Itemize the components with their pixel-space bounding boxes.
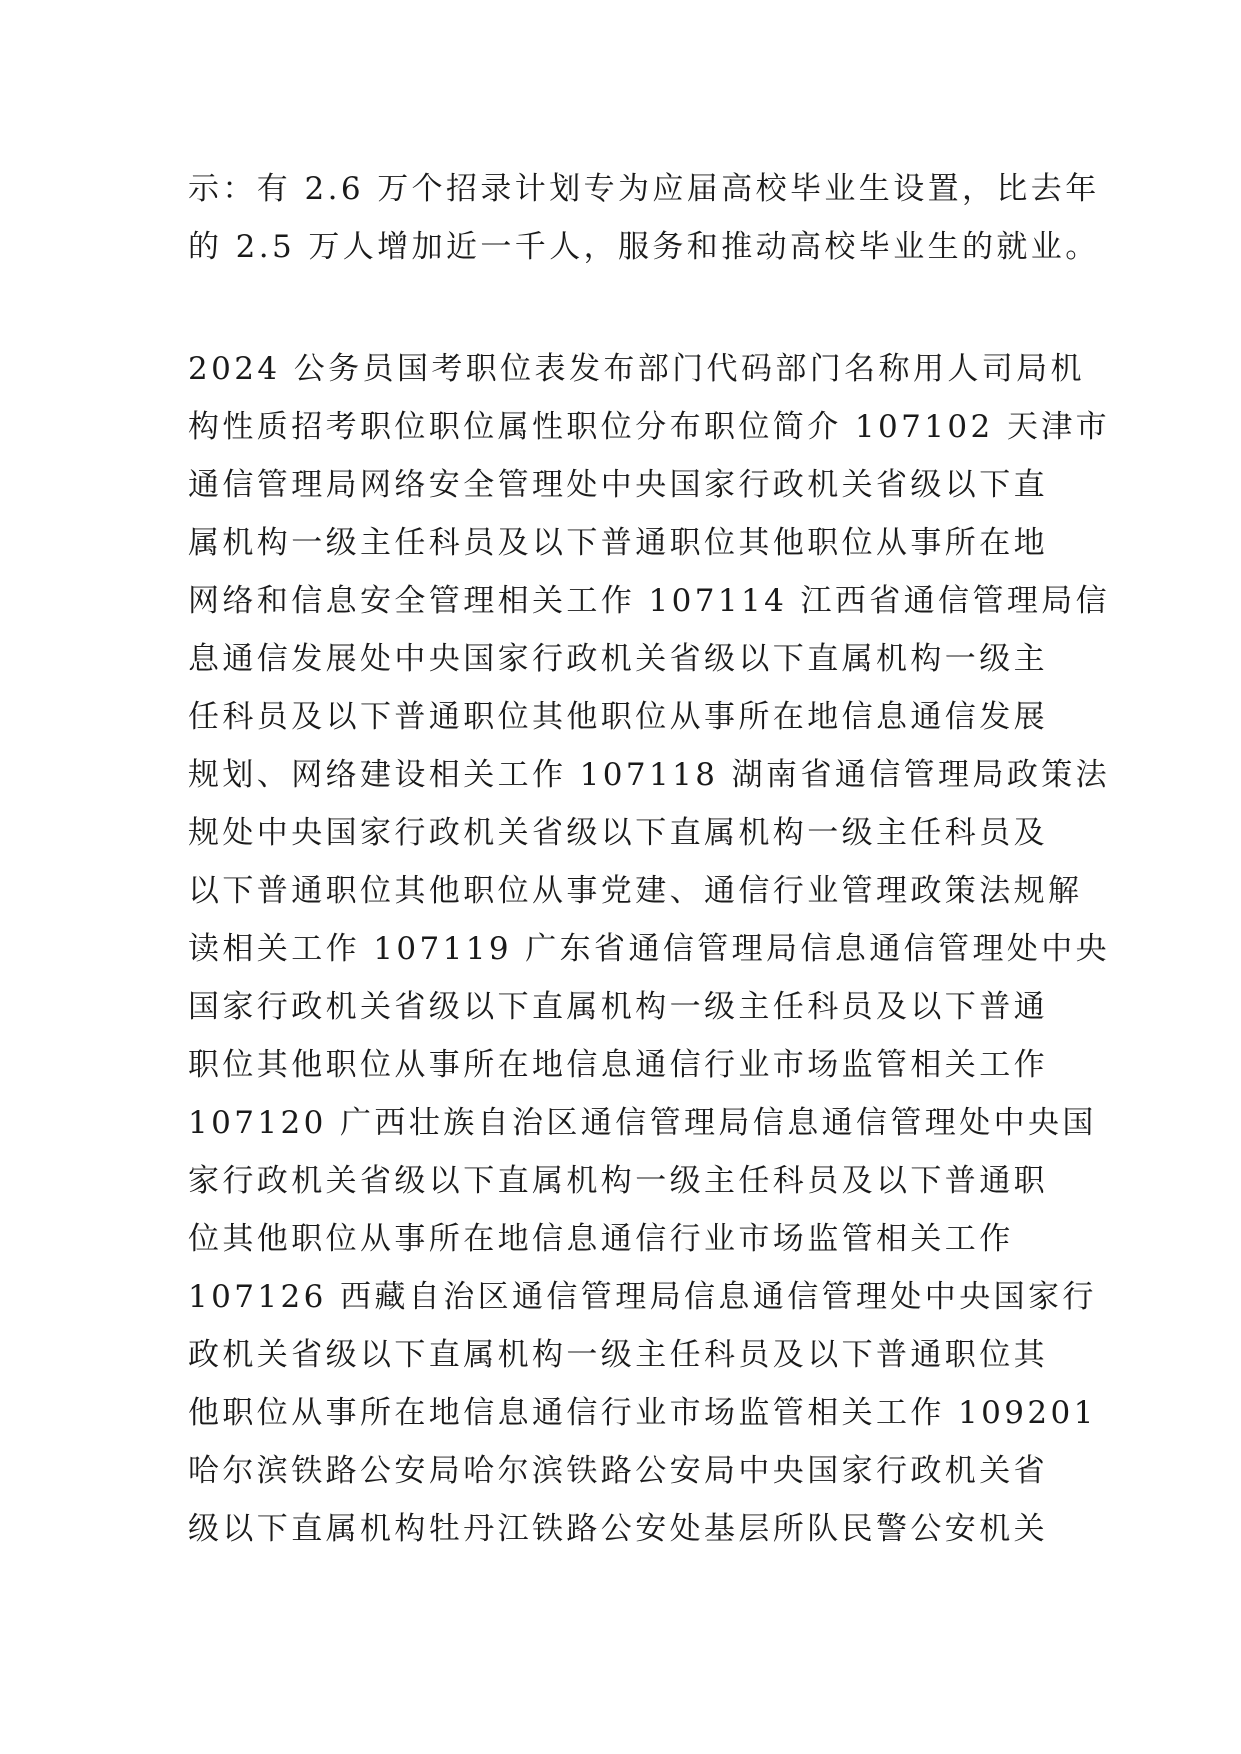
paragraph-position-list [188, 340, 1111, 1558]
text-line: 职位其他职位从事所在地信息通信行业市场监管相关工作 [188, 1047, 1048, 1083]
text-line: 他职位从事所在地信息通信行业市场监管相关工作 109201 [188, 1395, 1097, 1431]
text-line: 家行政机关省级以下直属机构一级主任科员及以下普通职 [188, 1163, 1048, 1199]
text-line: 位其他职位从事所在地信息通信行业市场监管相关工作 [188, 1221, 1014, 1257]
text-line: 任科员及以下普通职位其他职位从事所在地信息通信发展 [188, 699, 1048, 735]
text-line: 构性质招考职位职位属性职位分布职位简介 107102 天津市 [188, 409, 1111, 445]
text-line: 规处中央国家行政机关省级以下直属机构一级主任科员及 [188, 815, 1048, 851]
text-line: 读相关工作 107119 广东省通信管理局信息通信管理处中央 [188, 931, 1111, 967]
text-line: 息通信发展处中央国家行政机关省级以下直属机构一级主 [188, 641, 1048, 677]
text-line: 网络和信息安全管理相关工作 107114 江西省通信管理局信 [188, 583, 1111, 619]
text-line: 国家行政机关省级以下直属机构一级主任科员及以下普通 [188, 989, 1048, 1025]
text-line: 哈尔滨铁路公安局哈尔滨铁路公安局中央国家行政机关省 [188, 1453, 1048, 1489]
text-line: 107126 西藏自治区通信管理局信息通信管理处中央国家行 [188, 1279, 1097, 1315]
text-line: 107120 广西壮族自治区通信管理局信息通信管理处中央国 [188, 1105, 1097, 1141]
paragraph-intro [188, 160, 1100, 276]
text-line: 属机构一级主任科员及以下普通职位其他职位从事所在地 [188, 525, 1048, 561]
text-line: 级以下直属机构牡丹江铁路公安处基层所队民警公安机关 [188, 1511, 1048, 1547]
text-line: 2024 公务员国考职位表发布部门代码部门名称用人司局机 [188, 351, 1085, 387]
text-line: 政机关省级以下直属机构一级主任科员及以下普通职位其 [188, 1337, 1048, 1373]
text-line: 以下普通职位其他职位从事党建、通信行业管理政策法规解 [188, 873, 1083, 909]
text-line: 示：有 2.6 万个招录计划专为应届高校毕业生设置，比去年 [188, 171, 1100, 207]
text-line: 通信管理局网络安全管理处中央国家行政机关省级以下直 [188, 467, 1048, 503]
text-line: 的 2.5 万人增加近一千人，服务和推动高校毕业生的就业。 [188, 229, 1100, 265]
text-line: 规划、网络建设相关工作 107118 湖南省通信管理局政策法 [188, 757, 1111, 793]
